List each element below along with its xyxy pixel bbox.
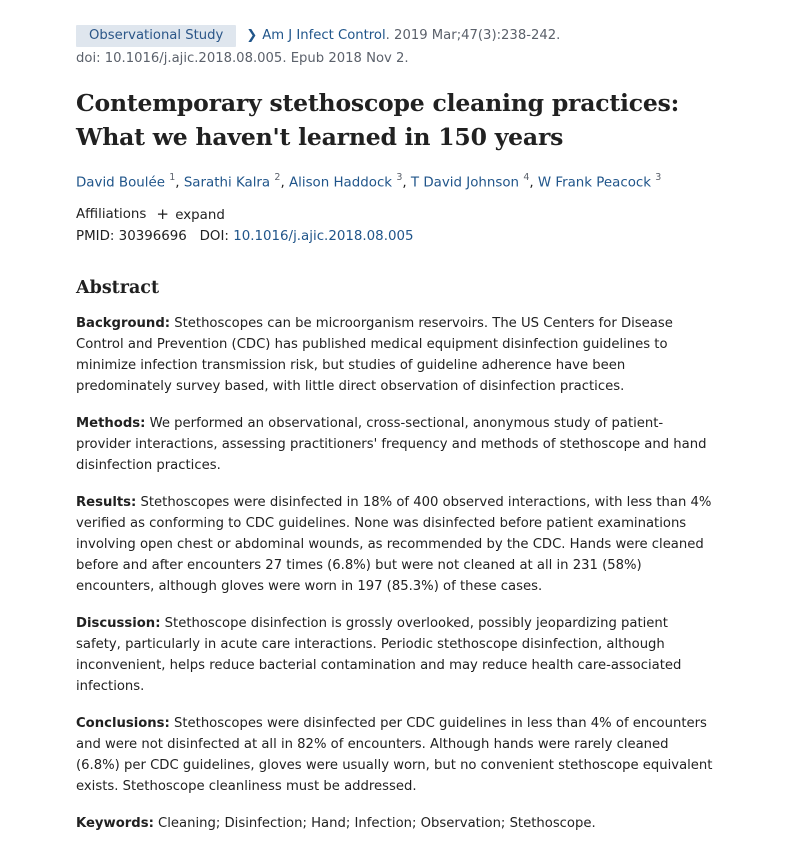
affiliations-label: Affiliations [76,206,147,222]
citation-line [76,24,716,47]
section-label: Discussion: [76,615,161,631]
pmid-label: PMID: [76,229,115,245]
identifiers [76,229,716,244]
author-link[interactable]: Alison Haddock [288,175,393,191]
author-list: David Boulée $^1$, Sarathi Kalra $^2$, Alison Haddock $^3$, T David Johnson $^4$, W Frank Peacock $^3$ [76,172,662,191]
doi-label: DOI: [199,229,229,245]
section-label: Background: [76,315,171,331]
affiliation-ref[interactable]: 2 [274,172,281,183]
article-page [76,24,716,847]
pmid-value: 30396696 [118,229,187,245]
page-title: Contemporary stethoscope cleaning practices: What we haven't learned in 150 years [76,89,680,151]
author-link[interactable]: Sarathi Kalra [183,175,271,191]
keywords [76,813,716,834]
section-text: Stethoscope disinfection is grossly overlooked, possibly jeopardizing patient safety, particularly in acute care interactions. Periodic stethoscope disinfection, although inconvenient, helps reduce bacterial contamination and may reduce health care-associated infections. [76,615,682,694]
citation-details: . 2019 Mar;47(3):238-242. [385,28,561,43]
chevron-right-icon: ❯ [246,28,258,43]
expand-label: expand [175,208,225,224]
affiliations-toggle[interactable] [76,205,716,223]
expand-button[interactable] [156,205,224,223]
abstract-discussion [76,613,716,697]
author-link[interactable]: David Boulée [76,175,165,191]
section-text: Stethoscopes can be microorganism reservoirs. The US Centers for Disease Control and Prevention (CDC) has published medical equipment disinfection guidelines to minimize infection transmission risk, but studies of guideline adherence have been predominately survey based, with little direct observation of disinfection practices. [76,315,673,394]
article-type-badge[interactable]: Observational Study [76,25,236,47]
keywords-text: Cleaning; Disinfection; Hand; Infection; Observation; Stethoscope. [158,815,596,831]
section-label: Conclusions: [76,715,170,731]
plus-icon: + [156,205,169,224]
affiliation-ref[interactable]: 3 [655,172,662,183]
journal-link[interactable]: Am J Infect Control [262,28,386,43]
abstract-results [76,492,716,597]
affiliation-ref[interactable]: 1 [169,172,176,183]
abstract-conclusions [76,713,716,797]
doi-link[interactable]: 10.1016/j.ajic.2018.08.005 [233,229,414,245]
author-link[interactable]: W Frank Peacock [537,175,652,191]
abstract-background [76,313,716,397]
doi-epub-line: doi: 10.1016/j.ajic.2018.08.005. Epub 2018 Nov 2. [76,51,409,66]
author-link[interactable]: T David Johnson [410,175,520,191]
abstract-heading: Abstract [76,278,160,299]
section-label: Results: [76,494,137,510]
keywords-label: Keywords: [76,815,154,831]
section-label: Methods: [76,415,146,431]
abstract-methods [76,413,716,476]
affiliation-ref[interactable]: 3 [396,172,403,183]
section-text: Stethoscopes were disinfected in 18% of 400 observed interactions, with less than 4% verified as conforming to CDC guidelines. None was disinfected before patient examinations involving open chest or abdominal wounds, as recommended by the CDC. Hands were cleaned before and after encounters 27 times (6.8%) but were not cleaned at all in 231 (58%) encounters, although gloves were worn in 197 (85.3%) of these cases. [76,494,712,594]
affiliation-ref[interactable]: 4 [523,172,530,183]
section-text: We performed an observational, cross-sectional, anonymous study of patient-provider interactions, assessing practitioners' frequency and methods of stethoscope and hand disinfection practices. [76,415,707,473]
section-text: Stethoscopes were disinfected per CDC guidelines in less than 4% of encounters and were not disinfected at all in 82% of encounters. Although hands were rarely cleaned (6.8%) per CDC guidelines, gloves were usually worn, but no convenient stethoscope equivalent exists. Stethoscope cleanliness must be addressed. [76,715,713,794]
